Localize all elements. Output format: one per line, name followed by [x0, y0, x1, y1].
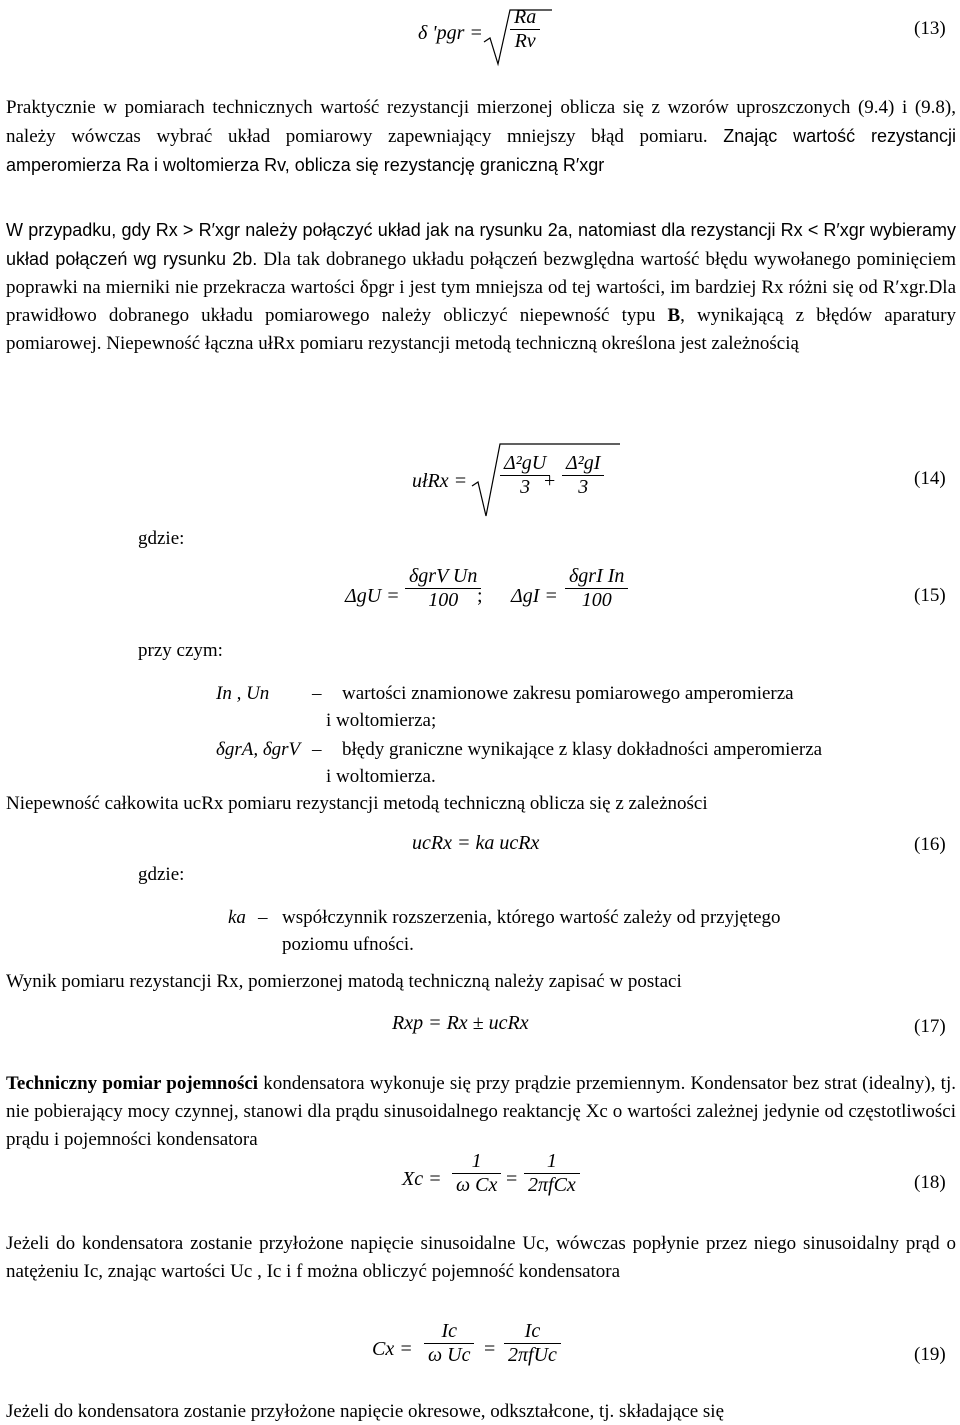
definition-1-dash: – — [312, 683, 322, 704]
definition-2-symbol: δgrA, δgrV — [216, 739, 301, 760]
paragraph-5-bold: Techniczny pomiar pojemności — [6, 1073, 259, 1094]
definition-2-continuation: i woltomierza. — [326, 766, 436, 787]
paragraph-2-bold-b: B — [667, 305, 681, 326]
eq14-lhs: ułRx = — [412, 470, 468, 492]
paragraph-2-sans-1: W przypadku, gdy Rx > R′xgr należy połączyć układ jak na rysunku 2a, natomiast dla rezystancji Rx < — [6, 220, 819, 240]
label-gdzie-2: gdzie: — [138, 864, 185, 885]
paragraph-2-serif-2: , wynikającą z błędów aparatury pomiarowej. — [6, 305, 956, 354]
eq16-number: (16) — [914, 834, 946, 855]
eq13-number: (13) — [914, 18, 946, 39]
eq14-number: (14) — [914, 468, 946, 489]
equation-17: Rxp = Rx ± ucRx — [392, 1012, 529, 1034]
paragraph-2-serif-1: Dla tak dobranego układu połączeń bezwględna wartość błędu wywołanego pominięciem poprawki na mierniki nie przekracza wartości δpgr i jest tym mniejsza od tej wartości, im bardziej Rx różni się od R′xgr.Dla prawidłowo dobranego układu pomiarowego należy obliczyć niepewność typu — [6, 249, 957, 326]
eq19-number: (19) — [914, 1344, 946, 1365]
eq19-fraction2: Ic 2πfUc — [504, 1320, 561, 1367]
definition-3-symbol: ka — [228, 907, 246, 928]
definition-3-continuation: poziomu ufności. — [282, 934, 414, 955]
eq15-fraction1: δgrV Un 100 — [405, 565, 481, 612]
paragraph-2-sans-2: R′xgr wybieramy układ połączeń wg rysunku 2b. — [6, 220, 957, 269]
paragraph-1-line1: Praktycznie w pomiarach technicznych wartość rezystancji mierzonej oblicza się z wzorów uproszczonych (9.4) i (9.8), należy wówczas wybrać układ pomiarowy zapewniający mniejszy błąd — [6, 97, 956, 147]
eq18-equals: = — [506, 1168, 518, 1190]
eq15-number: (15) — [914, 585, 946, 606]
eq18-fraction2: 1 2πfCx — [524, 1150, 580, 1197]
eq13-fraction: $\frac{Ra}{Rv}$ — [510, 6, 540, 53]
eq19-fraction1: $\frac{Ic}{\text{ω Uc}}$ — [424, 1320, 474, 1367]
label-przy-czym: przy czym: — [138, 640, 223, 661]
eq19-lhs: Cx = — [372, 1338, 413, 1360]
eq15-lhs2: ΔgI = — [511, 585, 558, 607]
eq15-separator: ; — [477, 585, 483, 607]
eq13-sqrt-sign — [482, 8, 512, 68]
eq18-number: (18) — [914, 1172, 946, 1193]
eq14-plus: + — [544, 470, 556, 492]
paragraph-7: Jeżeli do kondensatora zostanie przyłożone napięcie okresowe, odkształcone, tj. składające się — [6, 1401, 725, 1422]
paragraph-1-pomiaru: pomiaru. — [639, 126, 708, 147]
paragraph-5-text: kondensatora wykonuje się przy prądzie przemiennym. Kondensator bez strat (idealny), tj. nie pobierający mocy czynnej, stanowi dla prądu sinusoidalnego reaktancję Xc o wartości zależnej jedynie od częstotliwości prądu i pojemności kondensatora — [6, 1073, 956, 1150]
definition-1-continuation: i woltomierza; — [326, 710, 437, 731]
paragraph-4: Wynik pomiaru rezystancji Rx, pomierzonej matodą techniczną należy zapisać w postaci — [6, 971, 682, 992]
eq18-lhs: Xc = — [402, 1168, 442, 1190]
definition-1-symbol: In , Un — [216, 683, 270, 704]
paragraph-6: Jeżeli do kondensatora zostanie przyłożone napięcie sinusoidalne Uc, wówczas popłynie przez niego sinusoidalny prąd o natężeniu Ic, znając wartości Uc , Ic i f można obliczyć pojemność kondensatora — [6, 1233, 956, 1282]
definition-1-text: wartości znamionowe zakresu pomiarowego amperomierza — [342, 683, 794, 704]
paragraph-1-sans-text: Znając wartość rezystancji amperomierza Ra i woltomierza Rv, oblicza się rezystancję graniczną R′xgr — [6, 126, 957, 175]
eq17-number: (17) — [914, 1016, 946, 1037]
definition-3-dash: – — [258, 907, 268, 928]
paragraph-2-last-line: Niepewność łączna ułRx pomiaru rezystancji metodą techniczną określona jest zależnością — [106, 333, 799, 354]
label-gdzie-1: gdzie: — [138, 528, 185, 549]
eq15-fraction2: δgrI In 100 — [565, 565, 628, 612]
paragraph-5 — [6, 1070, 956, 1154]
eq13-lhs: δ 'pgr = — [418, 22, 483, 44]
eq15-lhs1: ΔgU = — [345, 585, 400, 607]
paragraph-3: Niepewność całkowita ucRx pomiaru rezystancji metodą techniczną oblicza się z zależności — [6, 793, 708, 814]
definition-2-text: błędy graniczne wynikające z klasy dokładności amperomierza — [342, 739, 823, 760]
paragraph-2 — [6, 216, 956, 416]
definition-2-dash: – — [312, 739, 322, 760]
eq14-term2: $\frac{\text{Δ²gI}}{3}$ — [562, 452, 604, 499]
eq14-term1: $\frac{\text{Δ²gU}}{3}$ — [500, 452, 550, 499]
eq18-fraction1: $\frac{1}{\text{ω Cx}}$ — [452, 1150, 501, 1197]
paragraph-1 — [6, 94, 956, 206]
definition-3-text: współczynnik rozszerzenia, którego wartość zależy od przyjętego — [282, 907, 781, 928]
eq19-equals: = — [484, 1338, 496, 1360]
equation-16: ucRx = ka ucRx — [412, 832, 540, 854]
